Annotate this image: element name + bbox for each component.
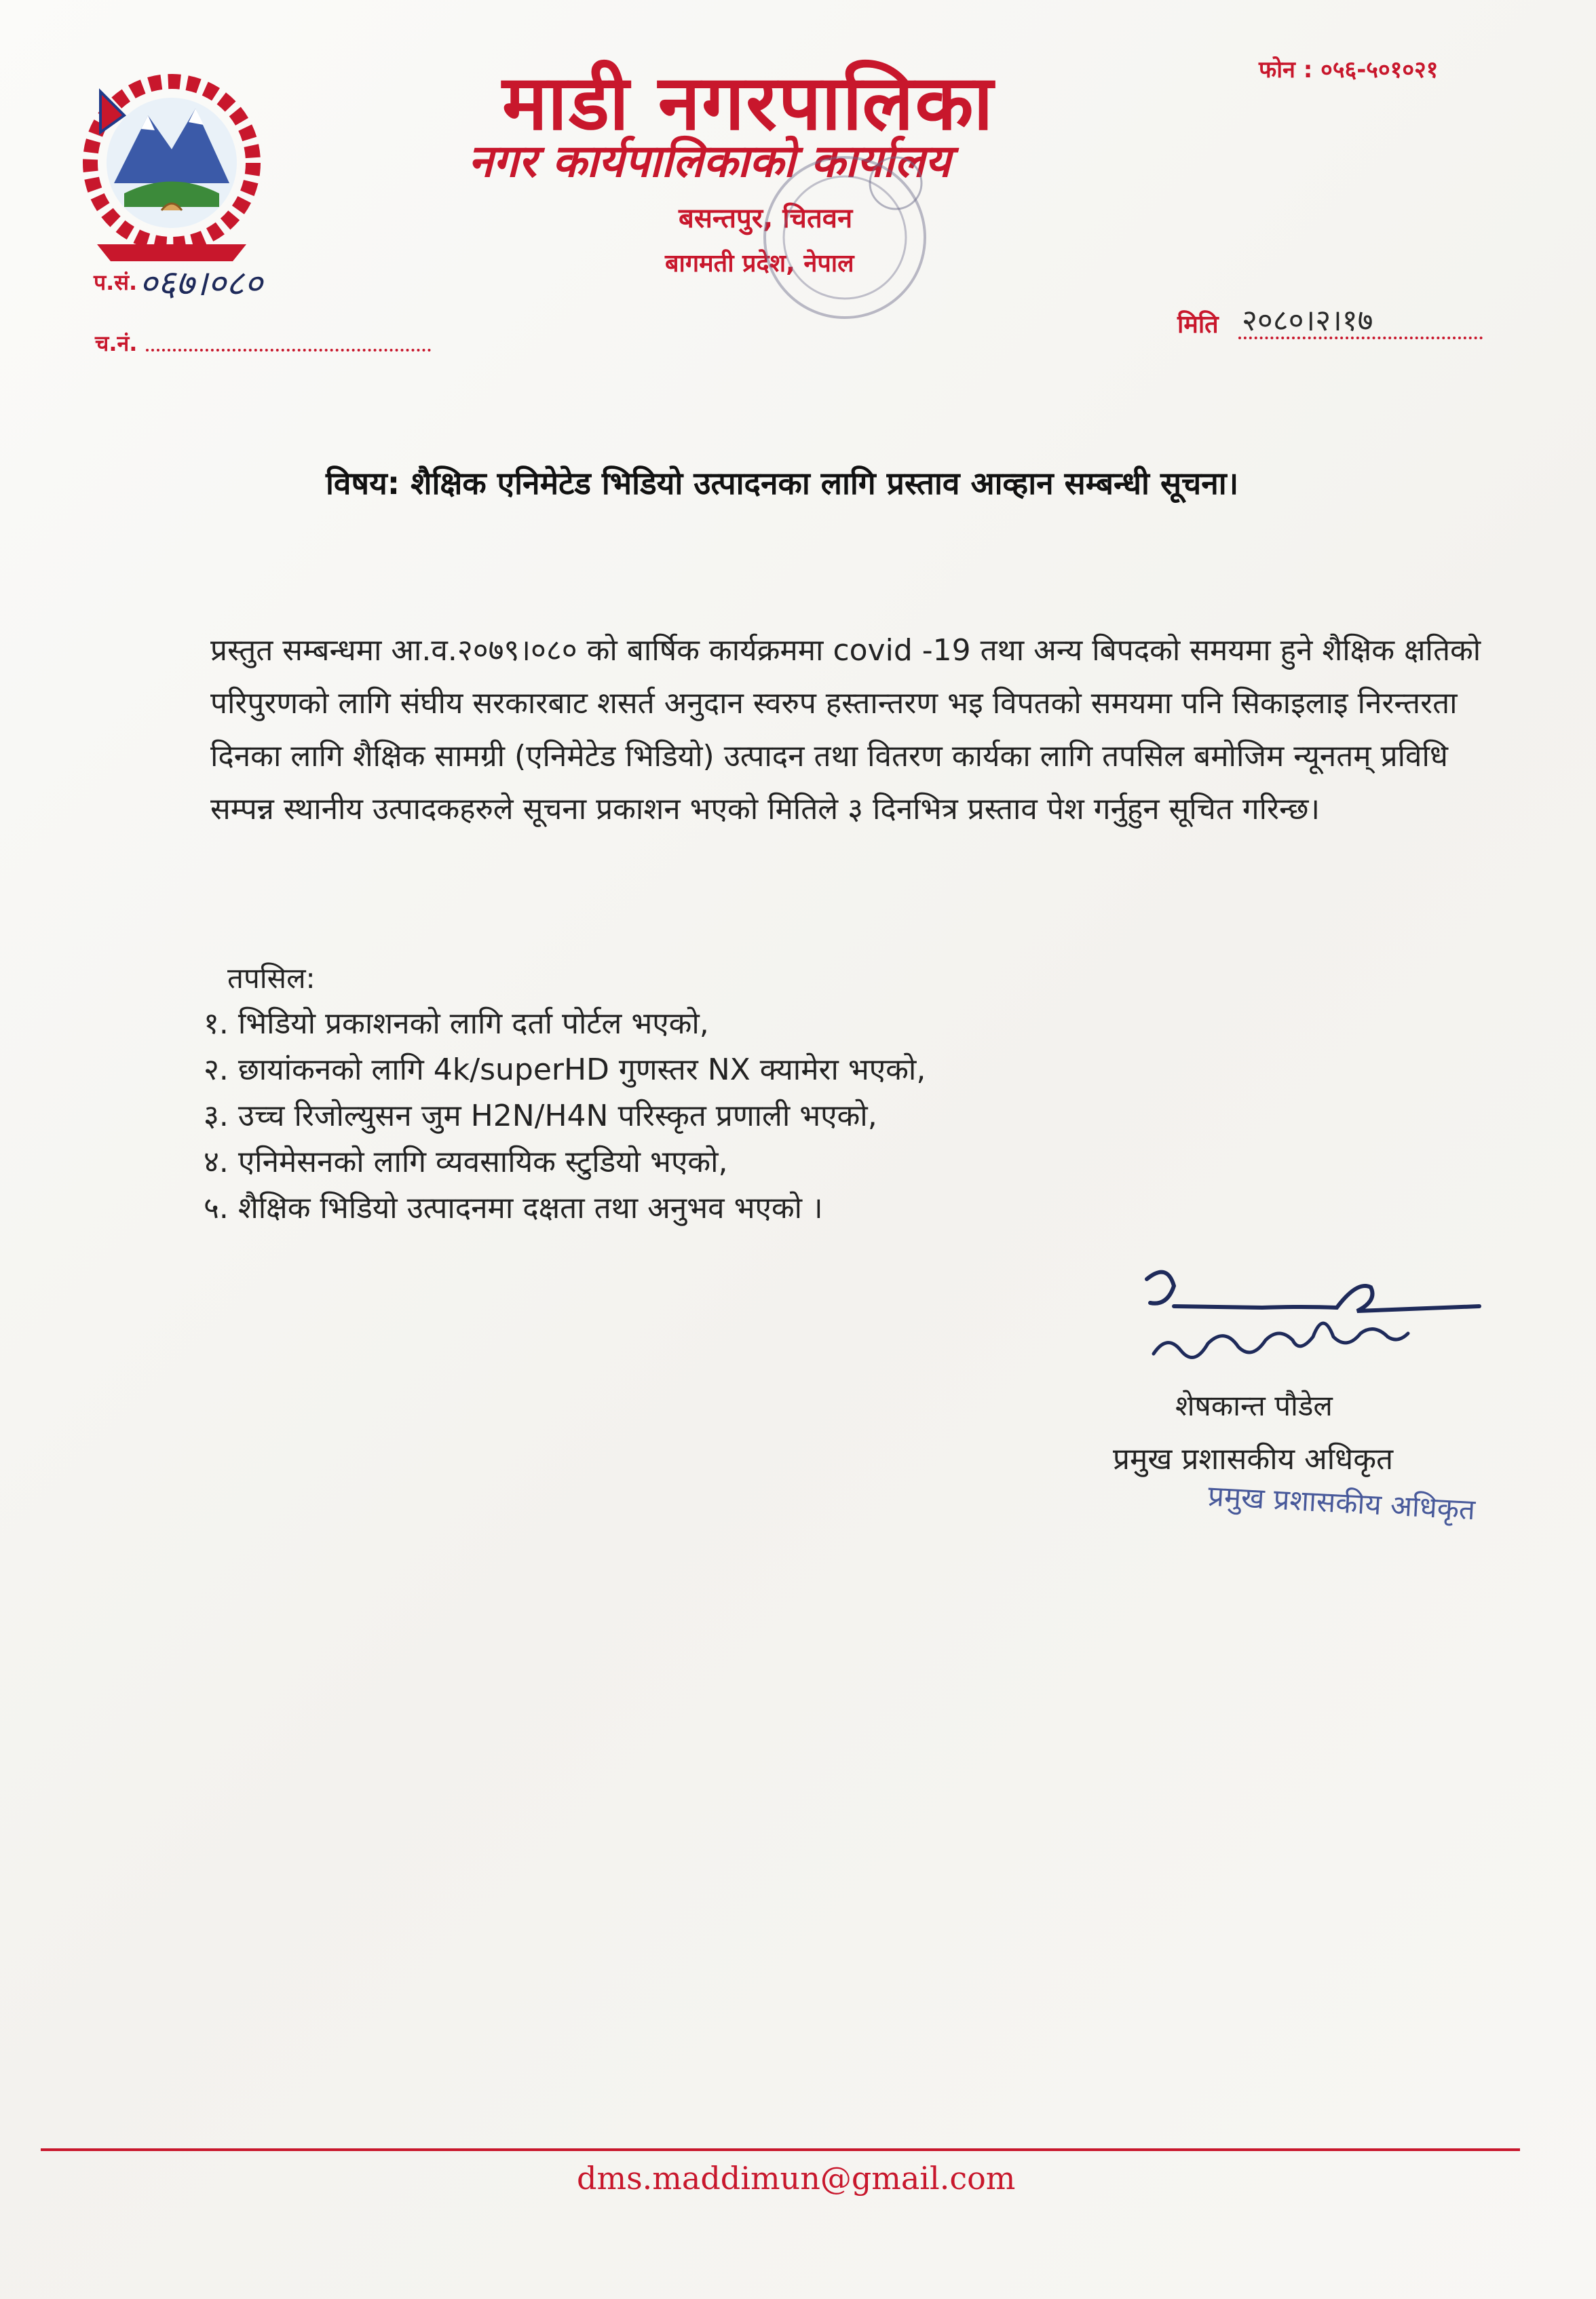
list-item: २. छायांकनको लागि 4k/superHD गुणस्तर NX क्यामेरा भएको, bbox=[204, 1052, 926, 1087]
list-item: ४. एनिमेसनको लागि व्यवसायिक स्टुडियो भएको, bbox=[204, 1145, 728, 1179]
office-name: नगर कार्यपालिकाको कार्यालय bbox=[468, 135, 951, 187]
ps-label: प.सं. bbox=[94, 269, 138, 295]
designation-stamp: प्रमुख प्रशासकीय अधिकृत bbox=[1206, 1479, 1477, 1527]
nepal-emblem-icon bbox=[60, 68, 284, 265]
date-label: मिति bbox=[1177, 311, 1219, 339]
signatory-title: प्रमुख प्रशासकीय अधिकृत bbox=[1113, 1442, 1394, 1477]
details-heading: तपसिल: bbox=[227, 962, 316, 995]
date-dotted-line bbox=[1238, 337, 1483, 339]
cn-dotted-line bbox=[146, 349, 431, 352]
address-line-2: बागमती प्रदेश, नेपाल bbox=[665, 250, 854, 278]
footer-divider bbox=[41, 2148, 1520, 2151]
list-item: ५. शैक्षिक भिडियो उत्पादनमा दक्षता तथा अनुभव भएको । bbox=[204, 1191, 823, 1226]
cn-label: च.नं. bbox=[95, 330, 138, 356]
phone-number: फोन : ०५६-५०१०२१ bbox=[1259, 56, 1439, 83]
list-item: १. भिडियो प्रकाशनको लागि दर्ता पोर्टल भएको, bbox=[204, 1006, 709, 1041]
ps-value: ०६७।०८० bbox=[139, 263, 263, 304]
list-item: ३. उच्च रिजोल्युसन जुम H2N/H4N परिस्कृत प्रणाली भएको, bbox=[204, 1099, 877, 1133]
footer-email: dms.maddimun@gmail.com bbox=[577, 2160, 1016, 2197]
subject-line: विषय: शैक्षिक एनिमेटेड भिडियो उत्पादनका लागि प्रस्ताव आव्हान सम्बन्धी सूचना। bbox=[326, 465, 1239, 501]
address-line-1: बसन्तपुर, चितवन bbox=[679, 203, 853, 234]
municipality-name: माडी नगरपालिका bbox=[502, 59, 995, 147]
signature-icon bbox=[1126, 1266, 1493, 1374]
office-stamp-icon bbox=[743, 146, 947, 329]
details-list bbox=[204, 1001, 1425, 1232]
date-value: २०८०।२।१७ bbox=[1242, 303, 1373, 338]
signatory-name: शेषकान्त पौडेल bbox=[1175, 1389, 1333, 1422]
body-paragraph: प्रस्तुत सम्बन्धमा आ.व.२०७९।०८० को बार्षिक कार्यक्रममा covid -19 तथा अन्य बिपदको समयमा हुने शैक्षिक क्षतिको परिपुरणको लागि संघीय सरकारबाट शसर्त अनुदान स्वरुप हस्तान्तरण भइ विपतको समयमा पनि सिकाइलाइ निरन्तरता दिनका लागि शैक्षिक सामग्री (एनिमेटेड भिडियो) उत्पादन तथा वितरण कार्यका लागि तपसिल बमोजिम न्यूनतम् प्रविधि सम्पन्न स्थानीय उत्पादकहरुले सूचना प्रकाशन भएको मितिले ३ दिनभित्र प्रस्ताव पेश गर्नुहुन सूचित गरिन्छ। bbox=[210, 633, 1481, 826]
